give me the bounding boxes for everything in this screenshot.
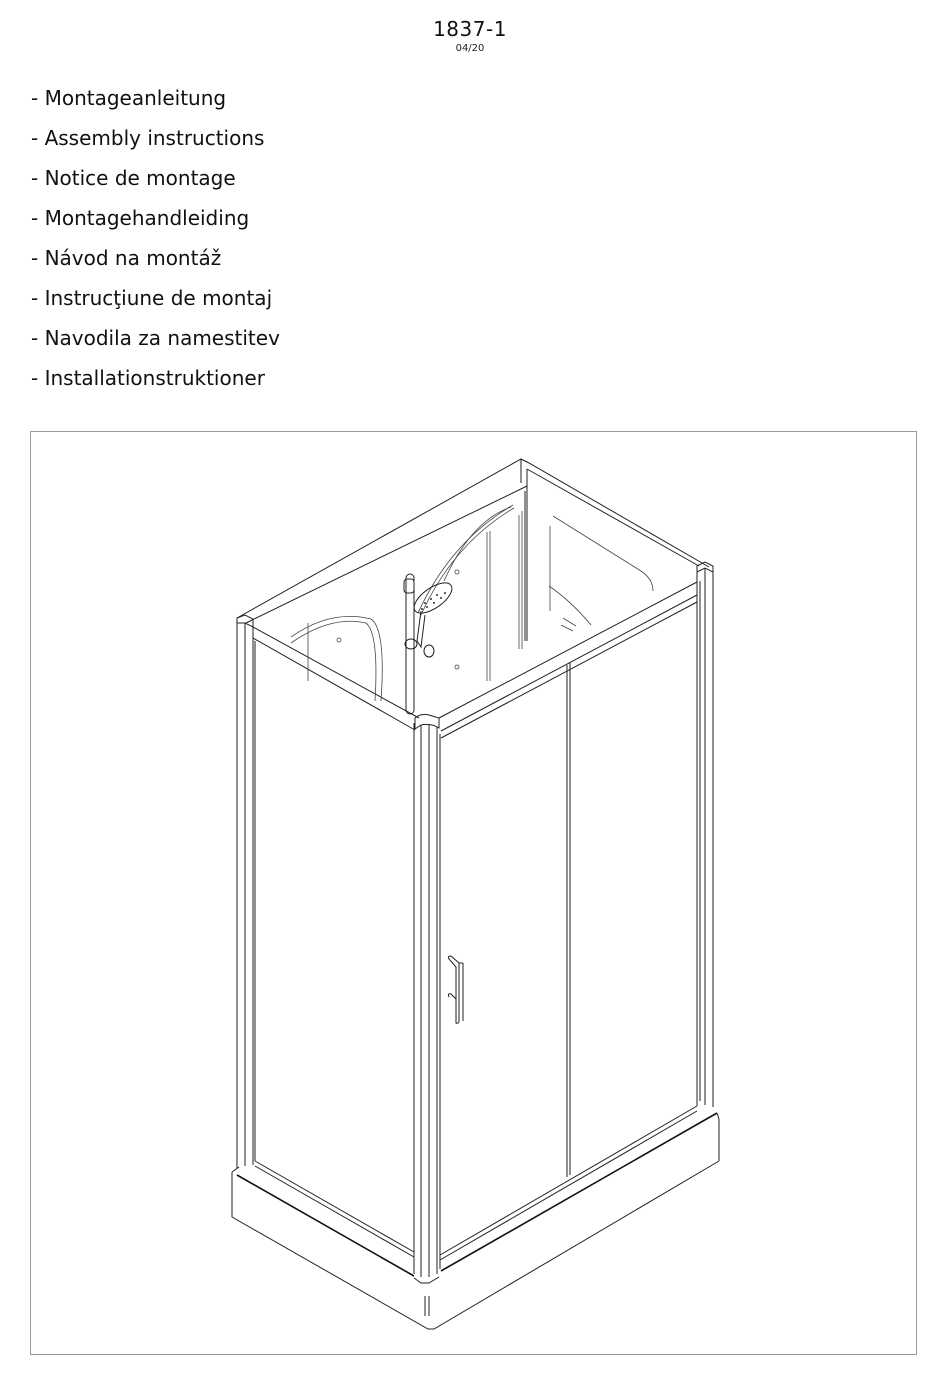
door-handle [448, 956, 463, 1023]
post-left [237, 615, 255, 1169]
language-title-en: - Assembly instructions [31, 126, 265, 150]
language-title-cs: - Návod na montáž [31, 246, 222, 270]
language-title-sl: - Navodila za namestitev [31, 326, 280, 350]
cabin-top-rim [237, 459, 709, 738]
shower-tray [232, 1113, 719, 1329]
language-title-ro: - Instrucţiune de montaj [31, 286, 273, 310]
sliding-door-divider [567, 663, 570, 1177]
language-title-sv: - Installationstruktioner [31, 366, 265, 390]
bottom-rails [237, 1106, 717, 1276]
interior-wall-panels [291, 505, 653, 701]
revision-date: 04/20 [455, 43, 485, 54]
shower-cabin-illustration [1, 1, 950, 1380]
language-title-nl: - Montagehandleiding [31, 206, 250, 230]
post-front [414, 714, 440, 1277]
language-title-de: - Montageanleitung [31, 86, 227, 110]
language-title-fr: - Notice de montage [31, 166, 236, 190]
document-number: 1837-1 [433, 17, 507, 41]
post-right [697, 562, 713, 1107]
figure-frame [30, 431, 917, 1355]
